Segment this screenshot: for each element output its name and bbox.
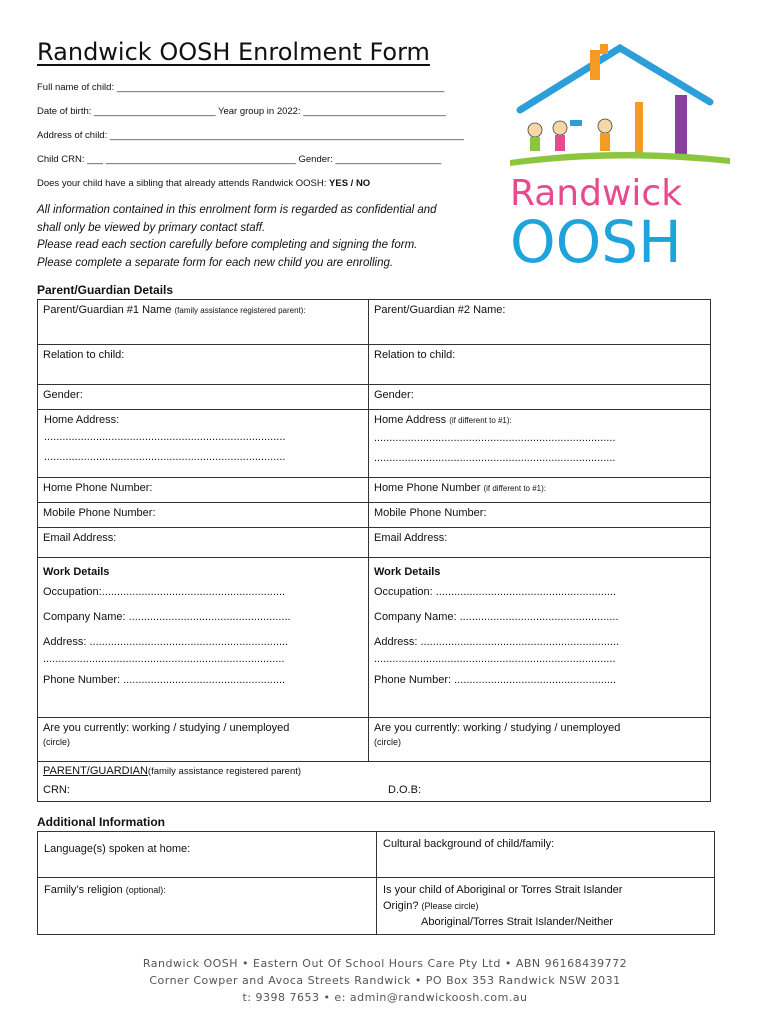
mobile-label: Mobile Phone Number: bbox=[374, 507, 487, 519]
religion-label: Family’s religion bbox=[44, 884, 123, 896]
p1-employment-status-cell[interactable] bbox=[38, 718, 369, 762]
dot-line: ............................................................................... bbox=[374, 653, 616, 665]
logo-word-randwick: Randwick bbox=[510, 173, 683, 214]
dot-line: ............................................................................... bbox=[44, 431, 286, 443]
company-field[interactable]: Company Name: .................................................... bbox=[374, 611, 619, 623]
home-address-label: Home Address bbox=[374, 414, 447, 426]
cultural-cell[interactable] bbox=[377, 832, 715, 878]
pg-crn-dob-cell[interactable] bbox=[38, 762, 711, 802]
page-title: Randwick OOSH Enrolment Form bbox=[37, 38, 430, 66]
home-phone-label: Home Phone Number: bbox=[43, 482, 153, 494]
p2-employment-status-cell[interactable] bbox=[369, 718, 711, 762]
confidential-line: All information contained in this enrolment form is regarded as confidential and bbox=[37, 204, 437, 216]
crn-gender-field[interactable]: Child CRN: ___ ____________________________________ Gender: ____________________ bbox=[37, 154, 442, 165]
footer-line-1: Randwick OOSH • Eastern Out Of School Hours Care Pty Ltd • ABN 96168439772 bbox=[142, 957, 628, 970]
company-field[interactable]: Company Name: ..................................................... bbox=[43, 611, 291, 623]
work-details-heading: Work Details bbox=[43, 566, 110, 578]
employment-status-label: Are you currently: working / studying / unemployed bbox=[43, 722, 290, 734]
pg-crn-heading: PARENT/GUARDIAN bbox=[43, 765, 148, 777]
p1-home-address-cell[interactable] bbox=[38, 410, 369, 478]
p1-name-cell[interactable] bbox=[38, 300, 369, 345]
p2-home-address-cell[interactable] bbox=[369, 410, 711, 478]
aboriginal-options[interactable]: Aboriginal/Torres Strait Islander/Neither bbox=[421, 916, 613, 928]
p2-email-cell[interactable] bbox=[369, 528, 711, 558]
p2-name-label: Parent/Guardian #2 Name: bbox=[374, 304, 506, 316]
if-different-note: (if different to #1): bbox=[449, 416, 512, 425]
email-label: Email Address: bbox=[43, 532, 117, 544]
crn-label: CRN: bbox=[43, 784, 70, 796]
gender-label: Gender: bbox=[43, 389, 83, 401]
p1-work-details-cell[interactable] bbox=[38, 558, 369, 718]
work-phone-field[interactable]: Phone Number: ..................................................... bbox=[374, 674, 617, 686]
circle-note: (circle) bbox=[374, 737, 401, 747]
parent-guardian-table bbox=[37, 299, 711, 802]
footer-line-2: Corner Cowper and Avoca Streets Randwick • PO Box 353 Randwick NSW 2031 bbox=[149, 974, 621, 987]
if-different-note: (if different to #1): bbox=[483, 484, 547, 493]
please-circle-note: (Please circle) bbox=[421, 901, 479, 911]
dob-year-field[interactable]: Date of birth: _______________________ Year group in 2022: ___________________________ bbox=[37, 106, 446, 117]
home-phone-label: Home Phone Number bbox=[374, 482, 481, 494]
p2-name-cell[interactable] bbox=[369, 300, 711, 345]
work-address-field[interactable]: Address: ................................................................. bbox=[374, 636, 620, 648]
religion-cell[interactable] bbox=[38, 878, 377, 935]
p1-gender-cell[interactable] bbox=[38, 385, 369, 410]
email-label: Email Address: bbox=[374, 532, 448, 544]
sibling-options[interactable]: YES / NO bbox=[329, 178, 371, 189]
confidential-line: Please read each section carefully before completing and signing the form. bbox=[37, 239, 418, 251]
randwick-oosh-logo bbox=[505, 40, 735, 270]
dot-line: ............................................................................... bbox=[374, 452, 616, 464]
confidential-notice bbox=[37, 202, 437, 272]
p1-name-label: Parent/Guardian #1 Name bbox=[43, 304, 172, 316]
language-cell[interactable] bbox=[38, 832, 377, 878]
cultural-label: Cultural background of child/family: bbox=[383, 838, 555, 850]
work-address-field[interactable]: Address: ................................................................. bbox=[43, 636, 289, 648]
sibling-question-text: Does your child have a sibling that already attends Randwick OOSH: bbox=[37, 178, 327, 189]
pg-crn-note: (family assistance registered parent) bbox=[147, 766, 302, 777]
p1-home-phone-cell[interactable] bbox=[38, 478, 369, 503]
child-name-field[interactable]: Full name of child: ______________________________________________________________ bbox=[37, 82, 445, 93]
child-address-field[interactable]: Address of child: ___________________________________________________________________ bbox=[37, 130, 464, 141]
work-phone-field[interactable]: Phone Number: ..................................................... bbox=[43, 674, 286, 686]
dot-line: ............................................................................... bbox=[374, 432, 616, 444]
occupation-field[interactable]: Occupation:............................................................ bbox=[43, 586, 286, 598]
relation-label: Relation to child: bbox=[43, 349, 125, 361]
p1-name-note: (family assistance registered parent): bbox=[174, 306, 306, 315]
logo-word-oosh: OOSH bbox=[510, 208, 682, 270]
home-address-label: Home Address: bbox=[44, 414, 120, 426]
p2-home-phone-cell[interactable] bbox=[369, 478, 711, 503]
p2-work-details-cell[interactable] bbox=[369, 558, 711, 718]
relation-label: Relation to child: bbox=[374, 349, 456, 361]
sibling-question bbox=[37, 178, 370, 189]
employment-status-label: Are you currently: working / studying / unemployed bbox=[374, 722, 621, 734]
p2-relation-cell[interactable] bbox=[369, 345, 711, 385]
optional-note: (optional): bbox=[125, 885, 166, 895]
dob-label: D.O.B: bbox=[388, 784, 422, 796]
mobile-label: Mobile Phone Number: bbox=[43, 507, 156, 519]
footer-line-3: t: 9398 7653 • e: admin@randwickoosh.com.au bbox=[242, 991, 528, 1004]
aboriginal-cell[interactable] bbox=[377, 878, 715, 935]
occupation-field[interactable]: Occupation: ........................................................... bbox=[374, 586, 617, 598]
p2-mobile-cell[interactable] bbox=[369, 503, 711, 528]
confidential-line: shall only be viewed by primary contact staff. bbox=[37, 221, 266, 234]
p1-mobile-cell[interactable] bbox=[38, 503, 369, 528]
language-label: Language(s) spoken at home: bbox=[44, 843, 191, 855]
additional-info-table bbox=[37, 831, 715, 935]
aboriginal-question: Is your child of Aboriginal or Torres Strait Islander bbox=[383, 884, 623, 896]
confidential-line: Please complete a separate form for each new child you are enrolling. bbox=[37, 256, 394, 269]
circle-note: (circle) bbox=[43, 737, 70, 747]
work-details-heading: Work Details bbox=[374, 566, 441, 578]
dot-line: ............................................................................... bbox=[44, 451, 286, 463]
parent-section-heading: Parent/Guardian Details bbox=[37, 283, 174, 297]
p1-relation-cell[interactable] bbox=[38, 345, 369, 385]
gender-label: Gender: bbox=[374, 389, 414, 401]
additional-section-heading: Additional Information bbox=[37, 815, 165, 829]
p2-gender-cell[interactable] bbox=[369, 385, 711, 410]
dot-line: ............................................................................... bbox=[43, 653, 285, 665]
p1-email-cell[interactable] bbox=[38, 528, 369, 558]
aboriginal-question-2: Origin? bbox=[383, 900, 419, 912]
